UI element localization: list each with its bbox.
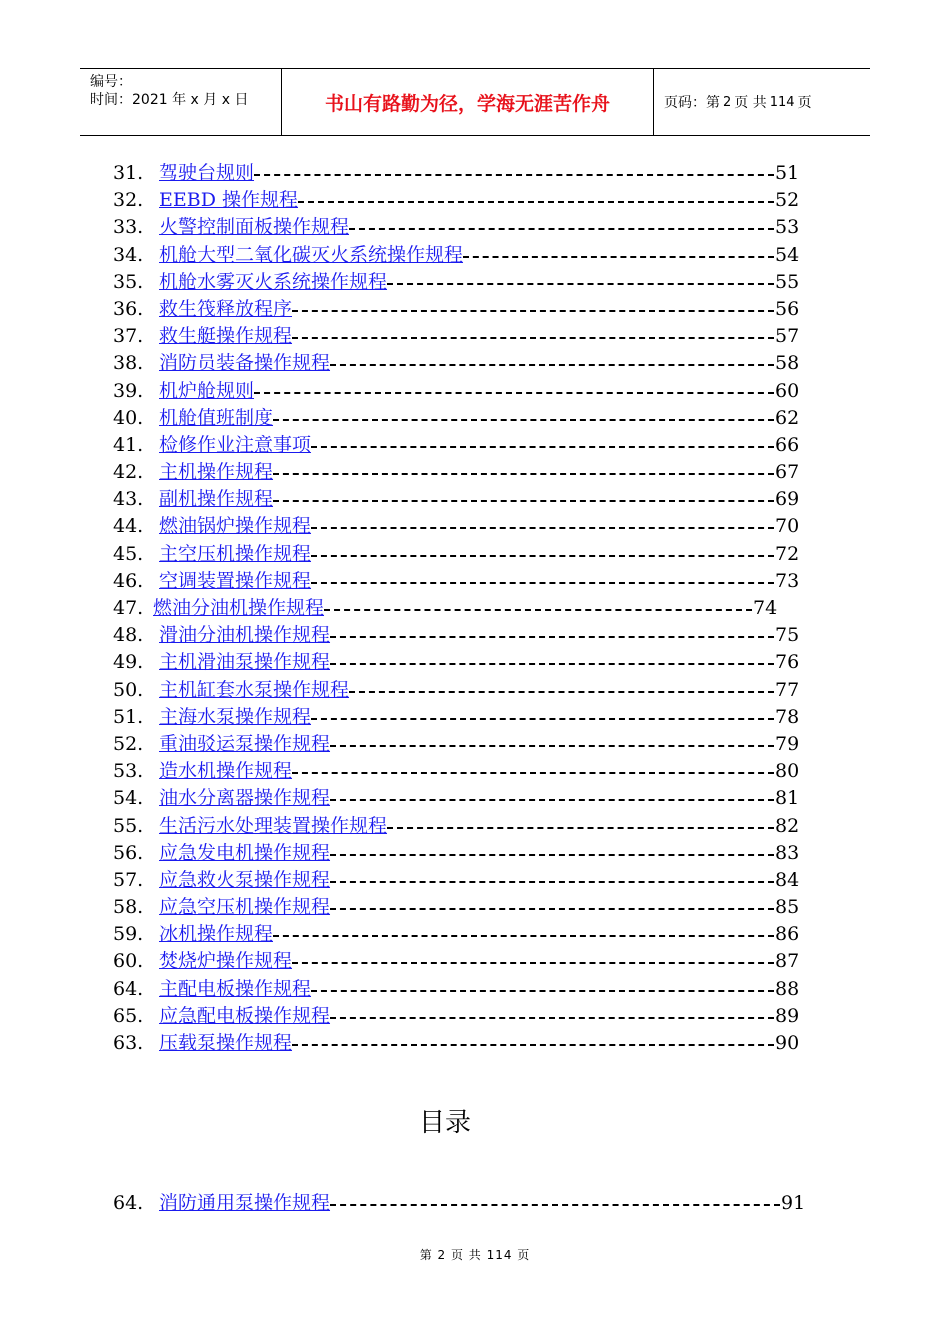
toc-entry-number: 47. [113, 597, 144, 619]
toc-entry-page: 83 [775, 841, 800, 864]
toc-entry[interactable] [113, 296, 813, 323]
page-mid: 页 共 [734, 95, 767, 111]
toc-entry-link[interactable]: 造水机操作规程 [159, 760, 293, 783]
toc-leader-dashes [330, 799, 774, 801]
toc-entry-link[interactable]: 滑油分油机操作规程 [159, 624, 331, 647]
toc-entry-page: 79 [775, 732, 800, 755]
toc-entry[interactable] [113, 1003, 813, 1030]
toc-entry-number: 37. [113, 325, 144, 348]
toc-entry-page: 90 [775, 1032, 800, 1054]
toc-entry-page: 70 [775, 515, 800, 538]
toc-entry-link[interactable]: 生活污水处理装置操作规程 [159, 814, 388, 837]
toc-entry[interactable] [113, 622, 813, 649]
toc-entry[interactable] [113, 894, 813, 921]
toc-leader-dashes [330, 1017, 774, 1019]
toc-entry-page: 58 [775, 352, 800, 375]
toc-leader-dashes [254, 174, 774, 176]
toc-entry-number: 60. [113, 950, 144, 973]
toc-entry-number: 51. [113, 705, 144, 728]
toc-entry-number: 36. [113, 297, 144, 320]
toc-leader-dashes [463, 256, 774, 258]
toc-entry-number: 43. [113, 488, 144, 511]
toc-entry-page: 82 [775, 814, 800, 837]
toc-entry[interactable] [113, 378, 813, 405]
toc-entry-number: 63. [113, 1032, 144, 1054]
toc-entry[interactable] [113, 214, 813, 241]
toc-entry-number: 41. [113, 433, 144, 456]
toc-entry-number: 48. [113, 624, 144, 647]
toc-entry[interactable] [113, 704, 813, 731]
toc-entry-page: 51 [775, 162, 800, 184]
page-total: 114 [769, 94, 795, 110]
toc-entry-page: 62 [775, 406, 800, 429]
toc-entry-link[interactable]: 消防员装备操作规程 [159, 352, 331, 375]
table-of-contents [113, 160, 813, 1057]
toc-entry-number: 35. [113, 270, 144, 293]
toc-leader-dashes [330, 881, 774, 883]
toc-entry-link[interactable]: 冰机操作规程 [159, 923, 274, 946]
toc-entry-page: 88 [775, 977, 800, 1000]
toc-entry[interactable] [113, 976, 813, 1003]
toc-entry-link[interactable]: 焚烧炉操作规程 [159, 950, 293, 973]
toc-entry[interactable] [113, 731, 813, 758]
toc-entry-page: 85 [775, 896, 800, 919]
toc-entry[interactable] [113, 813, 813, 840]
toc-entry-link[interactable]: 机炉舱规则 [159, 379, 255, 402]
toc-entry-page: 56 [775, 297, 800, 320]
toc-entry[interactable] [113, 568, 813, 595]
toc-entry[interactable] [113, 405, 813, 432]
toc-entry[interactable] [113, 785, 813, 812]
toc-entry-link[interactable]: 救生艇操作规程 [159, 325, 293, 348]
toc-entry-page: 77 [775, 678, 800, 701]
toc-entry-link[interactable]: 副机操作规程 [159, 488, 274, 511]
toc-entry-page: 78 [775, 705, 800, 728]
toc-leader-dashes [330, 663, 774, 665]
toc-entry-page: 76 [775, 651, 800, 674]
toc-entry-link[interactable]: 检修作业注意事项 [159, 433, 312, 456]
toc-leader-dashes [311, 990, 774, 992]
toc-entry-page: 80 [775, 760, 800, 783]
toc-entry[interactable] [113, 432, 813, 459]
toc-entry[interactable] [113, 948, 813, 975]
toc-entry-number: 56. [113, 841, 144, 864]
toc-entry-link[interactable]: 应急救火泵操作规程 [159, 868, 331, 891]
toc-entry-number: 52. [113, 732, 144, 755]
toc-leader-dashes [298, 201, 774, 203]
toc-leader-dashes [273, 473, 774, 475]
toc-entry-link[interactable]: 应急空压机操作规程 [159, 896, 331, 919]
toc-entry-link[interactable]: 油水分离器操作规程 [159, 787, 331, 810]
toc-entry-link[interactable]: 火警控制面板操作规程 [159, 216, 350, 239]
toc-entry-number: 32. [113, 189, 144, 212]
toc-leader-dashes [292, 310, 774, 312]
page-footer: 第 2 页 共 114 页 [419, 1248, 531, 1262]
time-label: 时间：2021 年 x 月 x 日 [90, 92, 249, 108]
toc-entry-link[interactable]: 机舱值班制度 [159, 406, 274, 429]
toc-entry-number: 46. [113, 569, 144, 592]
toc-entry[interactable] [113, 269, 813, 296]
toc-entry-page: 55 [775, 270, 800, 293]
toc-entry-number: 33. [113, 216, 144, 239]
toc-entry[interactable] [113, 840, 813, 867]
toc-entry-page: 86 [775, 923, 800, 946]
toc-leader-dashes [330, 636, 774, 638]
toc-entry-page: 66 [775, 433, 800, 456]
toc-entry[interactable] [113, 595, 813, 622]
toc-entry-page: 53 [775, 216, 800, 239]
toc-entry-page: 73 [775, 569, 800, 592]
toc-leader-dashes [273, 419, 774, 421]
toc-leader-dashes [330, 908, 774, 910]
toc-entry-link[interactable]: 主海水泵操作规程 [159, 705, 312, 728]
toc-entry-link[interactable]: 驾驶台规则 [159, 162, 255, 184]
toc-entry-number: 57. [113, 868, 144, 891]
toc-leader-dashes [311, 446, 774, 448]
page-prefix: 页码：第 [664, 95, 720, 111]
toc-entry-number: 49. [113, 651, 144, 674]
toc-entry[interactable] [113, 758, 813, 785]
toc-entry[interactable] [113, 242, 813, 269]
toc-entry-link[interactable]: EEBD 操作规程 [159, 189, 298, 212]
toc-entry-link[interactable]: 应急配电板操作规程 [159, 1004, 331, 1027]
toc-entry-number: 38. [113, 352, 144, 375]
toc-entry[interactable] [113, 187, 813, 214]
toc-leader-dashes [311, 527, 774, 529]
toc-leader-dashes [292, 772, 774, 774]
toc-entry[interactable] [113, 1030, 813, 1057]
toc-leader-dashes [311, 718, 774, 720]
toc-entry-number: 42. [113, 461, 144, 484]
toc-entry-number: 45. [113, 542, 144, 565]
toc-entry[interactable] [113, 160, 813, 187]
toc-heading: 目录 [418, 1108, 471, 1138]
toc-leader-dashes [311, 555, 774, 557]
toc-entry-page: 87 [775, 950, 800, 973]
toc-entry-link[interactable]: 空调装置操作规程 [159, 569, 312, 592]
toc-entry[interactable] [113, 1190, 813, 1217]
toc-entry-number: 34. [113, 243, 144, 266]
toc-entry-page: 72 [775, 542, 800, 565]
page-number: 2 [723, 94, 732, 110]
toc-leader-dashes [330, 854, 774, 856]
toc-entry-page: 57 [775, 325, 800, 348]
toc-entry[interactable] [113, 921, 813, 948]
toc-leader-dashes [324, 609, 752, 611]
toc-entry-link[interactable]: 救生筏释放程序 [159, 297, 293, 320]
toc-entry-number: 58. [113, 896, 144, 919]
toc-entry-number: 31. [113, 162, 144, 184]
toc-leader-dashes [330, 1204, 780, 1206]
toc-entry-number: 44. [113, 515, 144, 538]
toc-entry[interactable] [113, 323, 813, 350]
toc-entry-link[interactable]: 主机滑油泵操作规程 [159, 651, 331, 674]
toc-leader-dashes [273, 500, 774, 502]
toc-leader-dashes [292, 337, 774, 339]
toc-entry-link[interactable]: 机舱大型二氧化碳灭火系统操作规程 [159, 243, 464, 266]
toc-entry-number: 64. [113, 977, 144, 1000]
toc-entry-link[interactable]: 应急发电机操作规程 [159, 841, 331, 864]
toc-entry[interactable] [113, 677, 813, 704]
header-motto: 书山有路勤为径，学海无涯苦作舟 [282, 69, 654, 135]
toc-entry-page: 69 [775, 488, 800, 511]
toc-entry-number: 54. [113, 787, 144, 810]
toc-entry-number: 55. [113, 814, 144, 837]
toc-entry[interactable] [113, 541, 813, 568]
toc-leader-dashes [273, 935, 774, 937]
toc-entry-page: 54 [775, 243, 800, 266]
page-suffix: 页 [797, 95, 812, 111]
toc-entry-link[interactable]: 主配电板操作规程 [159, 977, 312, 1000]
header-table [80, 68, 870, 136]
toc-entry-link[interactable]: 燃油锅炉操作规程 [159, 515, 312, 538]
toc-entry-number: 50. [113, 678, 144, 701]
toc-leader-dashes [349, 228, 774, 230]
toc-entry-page: 91 [781, 1192, 806, 1214]
toc-entry-page: 89 [775, 1004, 800, 1027]
header-meta [80, 69, 282, 135]
toc-entry-page: 75 [775, 624, 800, 647]
toc-leader-dashes [254, 392, 774, 394]
toc-leader-dashes [387, 827, 774, 829]
toc-entry-page: 67 [775, 461, 800, 484]
toc-leader-dashes [330, 364, 774, 366]
toc-entry-link[interactable]: 主空压机操作规程 [159, 542, 312, 565]
toc-entry[interactable] [113, 867, 813, 894]
toc-entry-link[interactable]: 机舱水雾灭火系统操作规程 [159, 270, 388, 293]
toc-leader-dashes [292, 962, 774, 964]
toc-entry-number: 40. [113, 406, 144, 429]
toc-entry-number: 39. [113, 379, 144, 402]
header-page-info [654, 69, 870, 135]
toc-entry-page: 52 [775, 189, 800, 212]
toc-entry-link[interactable]: 燃油分油机操作规程 [153, 597, 325, 619]
code-label: 编号： [90, 74, 132, 90]
toc-entry[interactable] [113, 350, 813, 377]
toc-entry-link[interactable]: 压载泵操作规程 [159, 1032, 293, 1054]
toc-entry-number: 59. [113, 923, 144, 946]
toc-leader-dashes [292, 1044, 774, 1046]
toc-leader-dashes [349, 691, 774, 693]
toc-entry-number: 65. [113, 1004, 144, 1027]
toc-entry-link[interactable]: 主机缸套水泵操作规程 [159, 678, 350, 701]
toc-entry[interactable] [113, 486, 813, 513]
toc-leader-dashes [387, 283, 774, 285]
toc-entry-page: 84 [775, 868, 800, 891]
toc-leader-dashes [330, 745, 774, 747]
toc-entry-number: 53. [113, 760, 144, 783]
toc-entry[interactable] [113, 649, 813, 676]
toc-entry[interactable] [113, 513, 813, 540]
table-of-contents-continued [113, 1190, 813, 1217]
toc-entry-link[interactable]: 主机操作规程 [159, 461, 274, 484]
toc-entry-number: 64. [113, 1192, 144, 1214]
toc-entry[interactable] [113, 459, 813, 486]
toc-entry-page: 81 [775, 787, 800, 810]
toc-entry-page: 74 [753, 597, 778, 619]
toc-entry-link[interactable]: 消防通用泵操作规程 [159, 1192, 331, 1214]
toc-leader-dashes [311, 582, 774, 584]
toc-entry-link[interactable]: 重油驳运泵操作规程 [159, 732, 331, 755]
toc-entry-page: 60 [775, 379, 800, 402]
